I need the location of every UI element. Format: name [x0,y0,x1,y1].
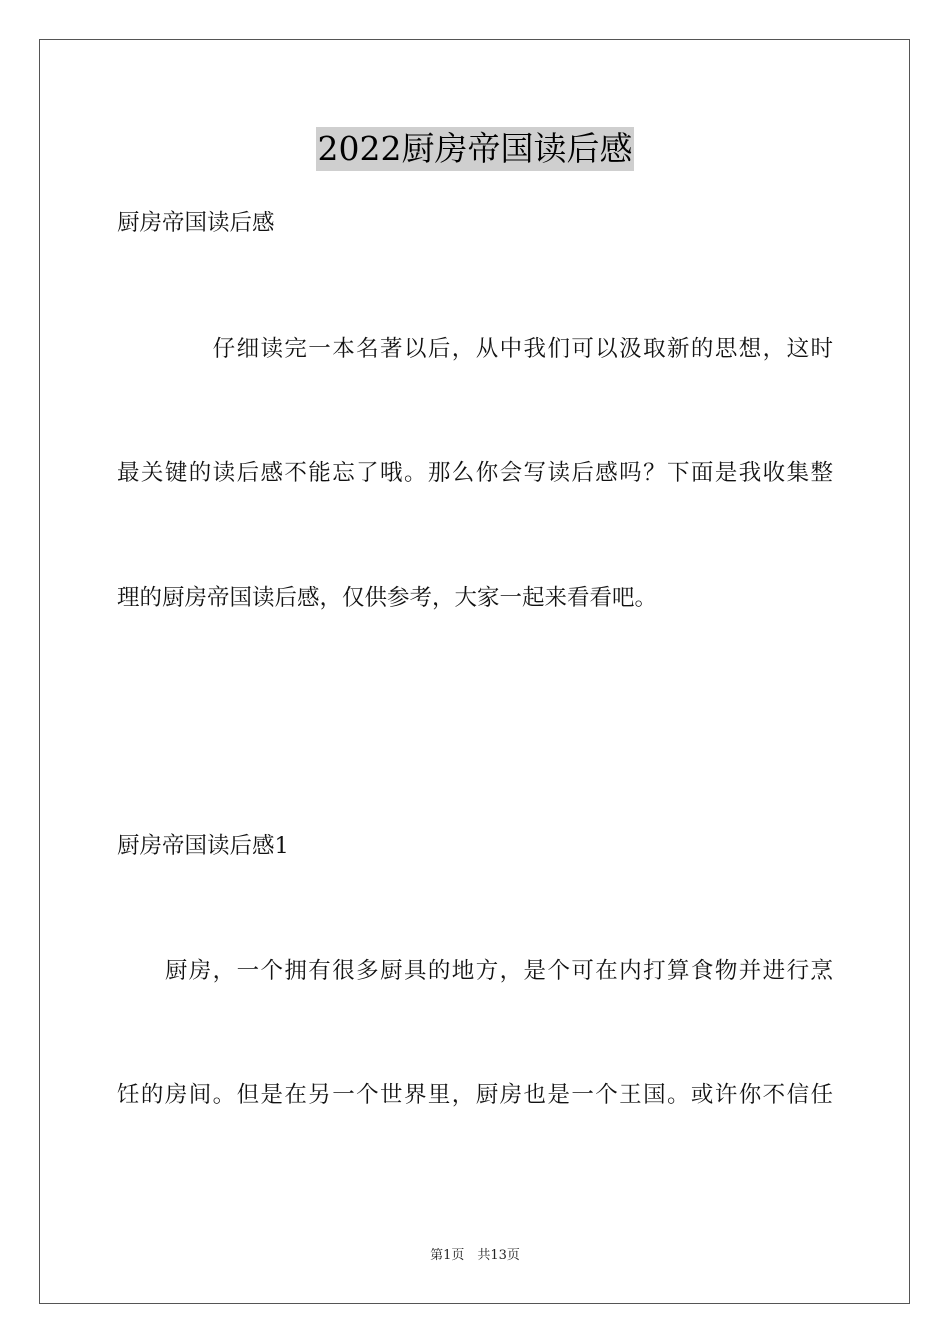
page-number-label: 第1页 共13页 [430,1248,520,1263]
section-heading: 厨房帝国读后感1 [117,833,289,859]
title-container [0,127,950,171]
intro-line-3: 理的厨房帝国读后感，仅供参考，大家一起来看看吧。 [117,585,658,611]
page-footer [0,1246,950,1266]
intro-line-2: 最关键的读后感不能忘了哦。那么你会写读后感吗？下面是我收集整 [117,460,833,486]
intro-line-1: 仔细读完一本名著以后，从中我们可以汲取新的思想，这时 [117,336,833,362]
document-title: 2022厨房帝国读后感 [316,127,635,171]
section-line-1: 厨房，一个拥有很多厨具的地方，是个可在内打算食物并进行烹 [117,958,833,984]
section-line-2: 饪的房间。但是在另一个世界里，厨房也是一个王国。或许你不信任 [117,1082,833,1108]
document-subtitle: 厨房帝国读后感 [117,210,275,236]
